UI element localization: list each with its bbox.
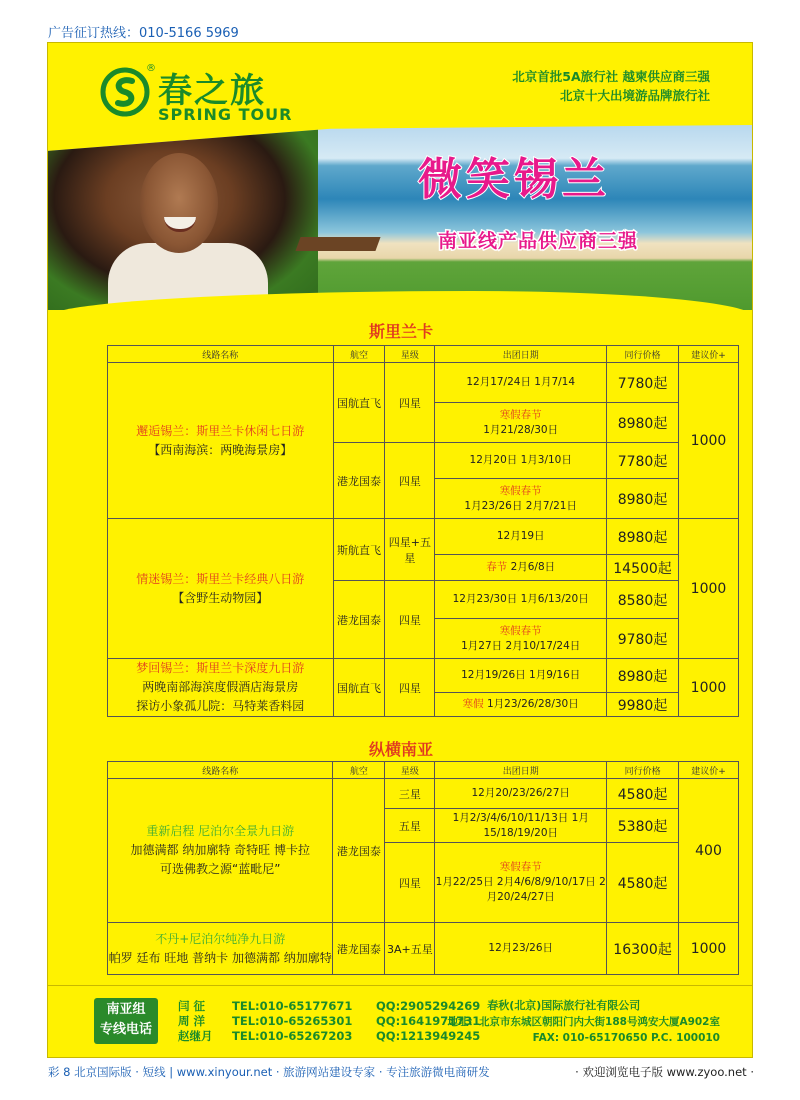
- price-cell: 8980起: [607, 479, 679, 519]
- contact-row: [178, 1029, 480, 1044]
- srilanka-table: [107, 345, 739, 717]
- price-cell: 7780起: [607, 443, 679, 479]
- table-row: [108, 363, 739, 403]
- contact-row: [178, 999, 480, 1014]
- date-cell: [435, 555, 607, 581]
- route-name-cell: [108, 779, 333, 923]
- star-cell: 3A+五星: [385, 923, 435, 975]
- route-desc: 【西南海滨：两晚海景房】: [148, 442, 293, 457]
- company-info: [448, 998, 720, 1046]
- col-header: 出团日期: [435, 346, 607, 363]
- date-text: 1月22/25日 2月4/6/8/9/10/17日 2月20/24/27日: [435, 876, 606, 903]
- date-cell: [435, 619, 607, 659]
- date-highlight: 寒假春节: [499, 861, 542, 873]
- brand-name-cn: 春之旅: [158, 71, 266, 111]
- route-name-cell: [108, 363, 334, 519]
- banner-title: 微笑锡兰: [418, 154, 610, 205]
- bottom-right-link[interactable]: · 欢迎浏览电子版 www.zyoo.net ·: [575, 1065, 754, 1079]
- date-cell: 12月20/23/26/27日: [435, 779, 607, 809]
- southasia-table: [107, 761, 739, 975]
- page-frame: [47, 42, 753, 1058]
- star-cell: 四星: [385, 843, 435, 923]
- star-cell: 五星: [385, 809, 435, 843]
- col-header: 航空: [333, 762, 385, 779]
- contact-qq: QQ:1641971731: [376, 1014, 481, 1028]
- date-cell: 12月23/30日 1月6/13/20日: [435, 581, 607, 619]
- col-header: 星级: [385, 346, 435, 363]
- route-name: 情迷锡兰：斯里兰卡经典八日游: [136, 571, 305, 586]
- route-desc: 帕罗 廷布 旺地 普纳卡 加德满都 纳加廓特: [108, 950, 332, 965]
- date-highlight: 寒假: [462, 698, 484, 710]
- footer: [48, 985, 753, 1058]
- route-desc: 【含野生动物园】: [172, 590, 269, 605]
- airline-cell: 港龙国泰: [333, 923, 385, 975]
- price-cell: 16300起: [607, 923, 679, 975]
- spring-tour-logo-icon: [100, 67, 150, 117]
- route-name: 梦回锡兰：斯里兰卡深度九日游: [136, 661, 305, 675]
- star-cell: 四星: [385, 581, 435, 659]
- col-header: 建议价+: [679, 346, 739, 363]
- airline-cell: 国航直飞: [333, 659, 385, 717]
- col-header: 同行价格: [607, 346, 679, 363]
- date-text: 2月6/8日: [510, 561, 556, 573]
- price-cell: 9980起: [607, 693, 679, 717]
- route-name-cell: [108, 659, 334, 717]
- route-name-cell: [108, 923, 333, 975]
- table-row: [108, 659, 739, 693]
- hotline-badge: [94, 998, 158, 1044]
- suggest-price-cell: 1000: [679, 363, 739, 519]
- date-text: 1月21/28/30日: [483, 423, 559, 436]
- route-name: 不丹+尼泊尔纯净九日游: [155, 931, 286, 946]
- company-name: 春秋(北京)国际旅行社有限公司: [487, 999, 641, 1012]
- brand-name-en: SPRING TOUR: [158, 105, 293, 124]
- hero-banner: [48, 125, 753, 310]
- airline-cell: 港龙国泰: [333, 581, 385, 659]
- airline-cell: 港龙国泰: [333, 443, 385, 519]
- date-text: 1月27日 2月10/17/24日: [461, 639, 581, 652]
- contact-tel: TEL:010-65177671: [232, 999, 353, 1013]
- bottom-bar: [48, 1064, 754, 1080]
- contact-name: 赵继月: [178, 1029, 213, 1043]
- route-desc: 探访小象孤儿院：马特莱香料园: [136, 699, 305, 713]
- price-cell: 4580起: [607, 779, 679, 809]
- date-highlight: 寒假春节: [499, 408, 542, 421]
- airline-cell: 港龙国泰: [333, 779, 385, 923]
- date-cell: 12月20日 1月3/10日: [435, 443, 607, 479]
- beach-lounger: [295, 237, 380, 251]
- col-header: 同行价格: [607, 762, 679, 779]
- tagline: 北京首批5A旅行社 越柬供应商三强: [512, 69, 710, 84]
- section-title-srilanka: 斯里兰卡: [368, 322, 433, 341]
- date-cell: [435, 403, 607, 443]
- star-cell: 四星: [385, 443, 435, 519]
- contact-qq: QQ:2905294269: [376, 999, 481, 1013]
- route-desc: 加德满都 纳加廓特 奇特旺 博卡拉: [130, 843, 310, 857]
- table-header-row: [108, 346, 739, 363]
- star-cell: 四星+五星: [385, 519, 435, 581]
- col-header: 出团日期: [435, 762, 607, 779]
- price-cell: 14500起: [607, 555, 679, 581]
- col-header: 航空: [333, 346, 385, 363]
- airline-cell: 斯航直飞: [333, 519, 385, 581]
- route-desc: 可选佛教之源“蓝毗尼”: [160, 862, 281, 876]
- date-cell: [435, 479, 607, 519]
- price-cell: 8980起: [607, 403, 679, 443]
- suggest-price-cell: 400: [679, 779, 739, 923]
- tagline: 北京十大出境游品牌旅行社: [559, 88, 710, 103]
- date-highlight: 寒假春节: [499, 624, 542, 637]
- date-cell: 12月17/24日 1月7/14: [435, 363, 607, 403]
- suggest-price-cell: 1000: [679, 519, 739, 659]
- date-text: 1月23/26/28/30日: [486, 698, 579, 710]
- registered-mark: ®: [146, 63, 156, 74]
- company-address: 地址：北京市东城区朝阳门内大街188号鸿安大厦A902室: [447, 1016, 720, 1028]
- hotline-badge-line: 专线电话: [99, 1022, 152, 1037]
- company-fax: FAX: 010-65170650 P.C. 100010: [532, 1032, 720, 1044]
- date-highlight: 春节: [486, 561, 508, 573]
- route-name: 邂逅锡兰：斯里兰卡休闲七日游: [136, 423, 305, 438]
- date-cell: 1月2/3/4/6/10/11/13日 1月15/18/19/20日: [435, 809, 607, 843]
- price-cell: 5380起: [607, 809, 679, 843]
- star-cell: 四星: [385, 659, 435, 717]
- table-row: [108, 923, 739, 975]
- suggest-price-cell: 1000: [679, 659, 739, 717]
- col-header: 星级: [385, 762, 435, 779]
- route-name-cell: [108, 519, 334, 659]
- airline-cell: 国航直飞: [333, 363, 385, 443]
- date-cell: 12月23/26日: [435, 923, 607, 975]
- hotline-badge-line: 南亚组: [106, 1002, 146, 1017]
- date-cell: [435, 843, 607, 923]
- contact-row: [178, 1014, 480, 1029]
- hero-photo: [48, 125, 318, 310]
- col-header: 线路名称: [108, 762, 333, 779]
- date-highlight: 寒假春节: [499, 484, 542, 497]
- date-cell: [435, 693, 607, 717]
- route-name: 重新启程 尼泊尔全景九日游: [146, 824, 295, 838]
- table-header-row: [108, 762, 739, 779]
- price-cell: 8580起: [607, 581, 679, 619]
- bottom-left-text: 彩 8 北京国际版 · 短线 | www.xinyour.net · 旅游网站建设专家 · 专注旅游微电商研发: [48, 1065, 490, 1079]
- contact-qq: QQ:1213949245: [376, 1029, 481, 1043]
- price-cell: 9780起: [607, 619, 679, 659]
- table-row: [108, 519, 739, 555]
- brand-logo: [100, 61, 330, 131]
- contact-tel: TEL:010-65267203: [232, 1029, 353, 1043]
- price-cell: 4580起: [607, 843, 679, 923]
- price-cell: 7780起: [607, 363, 679, 403]
- banner-subtitle: 南亚线产品供应商三强: [438, 230, 639, 252]
- price-cell: 8980起: [607, 659, 679, 693]
- contact-tel: TEL:010-65265301: [232, 1014, 353, 1028]
- col-header: 建议价+: [679, 762, 739, 779]
- star-cell: 四星: [385, 363, 435, 443]
- suggest-price-cell: 1000: [679, 923, 739, 975]
- contact-list: [178, 999, 480, 1044]
- date-cell: 12月19/26日 1月9/16日: [435, 659, 607, 693]
- brand-taglines: [512, 67, 710, 105]
- star-cell: 三星: [385, 779, 435, 809]
- table-row: [108, 779, 739, 809]
- col-header: 线路名称: [108, 346, 334, 363]
- photo-face: [140, 153, 218, 253]
- date-text: 1月23/26日 2月7/21日: [464, 499, 577, 512]
- date-cell: 12月19日: [435, 519, 607, 555]
- route-desc: 两晚南部海滨度假酒店海景房: [142, 680, 299, 694]
- contact-name: 闫 征: [178, 999, 206, 1013]
- section-title-southasia: 纵横南亚: [368, 740, 433, 759]
- ad-hotline: 广告征订热线：010-5166 5969: [48, 26, 239, 41]
- price-cell: 8980起: [607, 519, 679, 555]
- contact-name: 周 洋: [178, 1014, 206, 1028]
